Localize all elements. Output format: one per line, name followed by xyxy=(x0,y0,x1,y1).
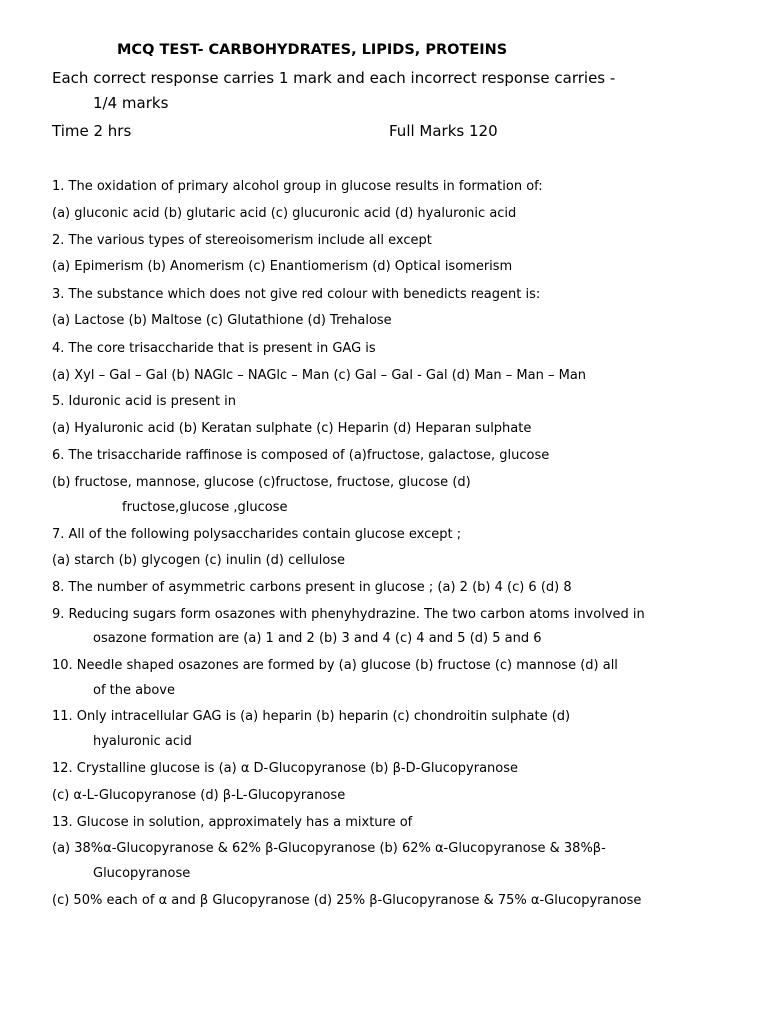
question-text: 11. Only intracellular GAG is (a) heparin (b) heparin (c) chondroitin sulphate (d) xyxy=(52,709,571,724)
question-text: 10. Needle shaped osazones are formed by (a) glucose (b) fructose (c) mannose (d) all xyxy=(52,658,618,673)
time-label: Time 2 hrs xyxy=(52,122,132,140)
marking-instruction: Each correct response carries 1 mark and each incorrect response carries - xyxy=(52,69,616,87)
answer-options: (a) Hyaluronic acid (b) Keratan sulphate (c) Heparin (d) Heparan sulphate xyxy=(52,421,532,436)
page-title: MCQ TEST- CARBOHYDRATES, LIPIDS, PROTEINS xyxy=(117,42,508,58)
question-text-cont: osazone formation are (a) 1 and 2 (b) 3 and 4 (c) 4 and 5 (d) 5 and 6 xyxy=(93,631,542,646)
answer-options: (a) 38%α-Glucopyranose & 62% β-Glucopyranose (b) 62% α-Glucopyranose & 38%β- xyxy=(52,841,606,856)
question-text-cont: hyaluronic acid xyxy=(93,734,192,749)
question-text: 7. All of the following polysaccharides contain glucose except ; xyxy=(52,527,462,542)
question-text: 12. Crystalline glucose is (a) α D-Glucopyranose (b) β-D-Glucopyranose xyxy=(52,761,519,776)
answer-options: (a) starch (b) glycogen (c) inulin (d) cellulose xyxy=(52,553,346,568)
answer-options: (a) Xyl – Gal – Gal (b) NAGlc – NAGlc – Man (c) Gal – Gal - Gal (d) Man – Man – Man xyxy=(52,368,587,383)
answer-options: (b) fructose, mannose, glucose (c)fructose, fructose, glucose (d) xyxy=(52,475,471,490)
question-text: 3. The substance which does not give red colour with benedicts reagent is: xyxy=(52,287,541,302)
question-text: 1. The oxidation of primary alcohol group in glucose results in formation of: xyxy=(52,179,543,194)
full-marks-label: Full Marks 120 xyxy=(389,122,498,140)
question-text: 6. The trisaccharide raffinose is composed of (a)fructose, galactose, glucose xyxy=(52,448,550,463)
question-text: 5. Iduronic acid is present in xyxy=(52,394,237,409)
question-text-cont: of the above xyxy=(93,683,175,698)
answer-options: (c) 50% each of α and β Glucopyranose (d) 25% β-Glucopyranose & 75% α-Glucopyranose xyxy=(52,893,642,908)
answer-options-cont: Glucopyranose xyxy=(93,866,191,881)
question-text: 9. Reducing sugars form osazones with phenyhydrazine. The two carbon atoms involved in xyxy=(52,607,645,622)
marking-instruction-cont: 1/4 marks xyxy=(93,94,169,112)
question-text: 8. The number of asymmetric carbons present in glucose ; (a) 2 (b) 4 (c) 6 (d) 8 xyxy=(52,580,572,595)
answer-options: (a) gluconic acid (b) glutaric acid (c) glucuronic acid (d) hyaluronic acid xyxy=(52,206,517,221)
question-text: 13. Glucose in solution, approximately has a mixture of xyxy=(52,815,413,830)
answer-options: (a) Epimerism (b) Anomerism (c) Enantiomerism (d) Optical isomerism xyxy=(52,259,513,274)
answer-options: (a) Lactose (b) Maltose (c) Glutathione (d) Trehalose xyxy=(52,313,392,328)
question-text: 2. The various types of stereoisomerism include all except xyxy=(52,233,432,248)
answer-options-cont: fructose,glucose ,glucose xyxy=(122,500,288,515)
question-text: 4. The core trisaccharide that is present in GAG is xyxy=(52,341,376,356)
answer-options: (c) α-L-Glucopyranose (d) β-L-Glucopyranose xyxy=(52,788,346,803)
